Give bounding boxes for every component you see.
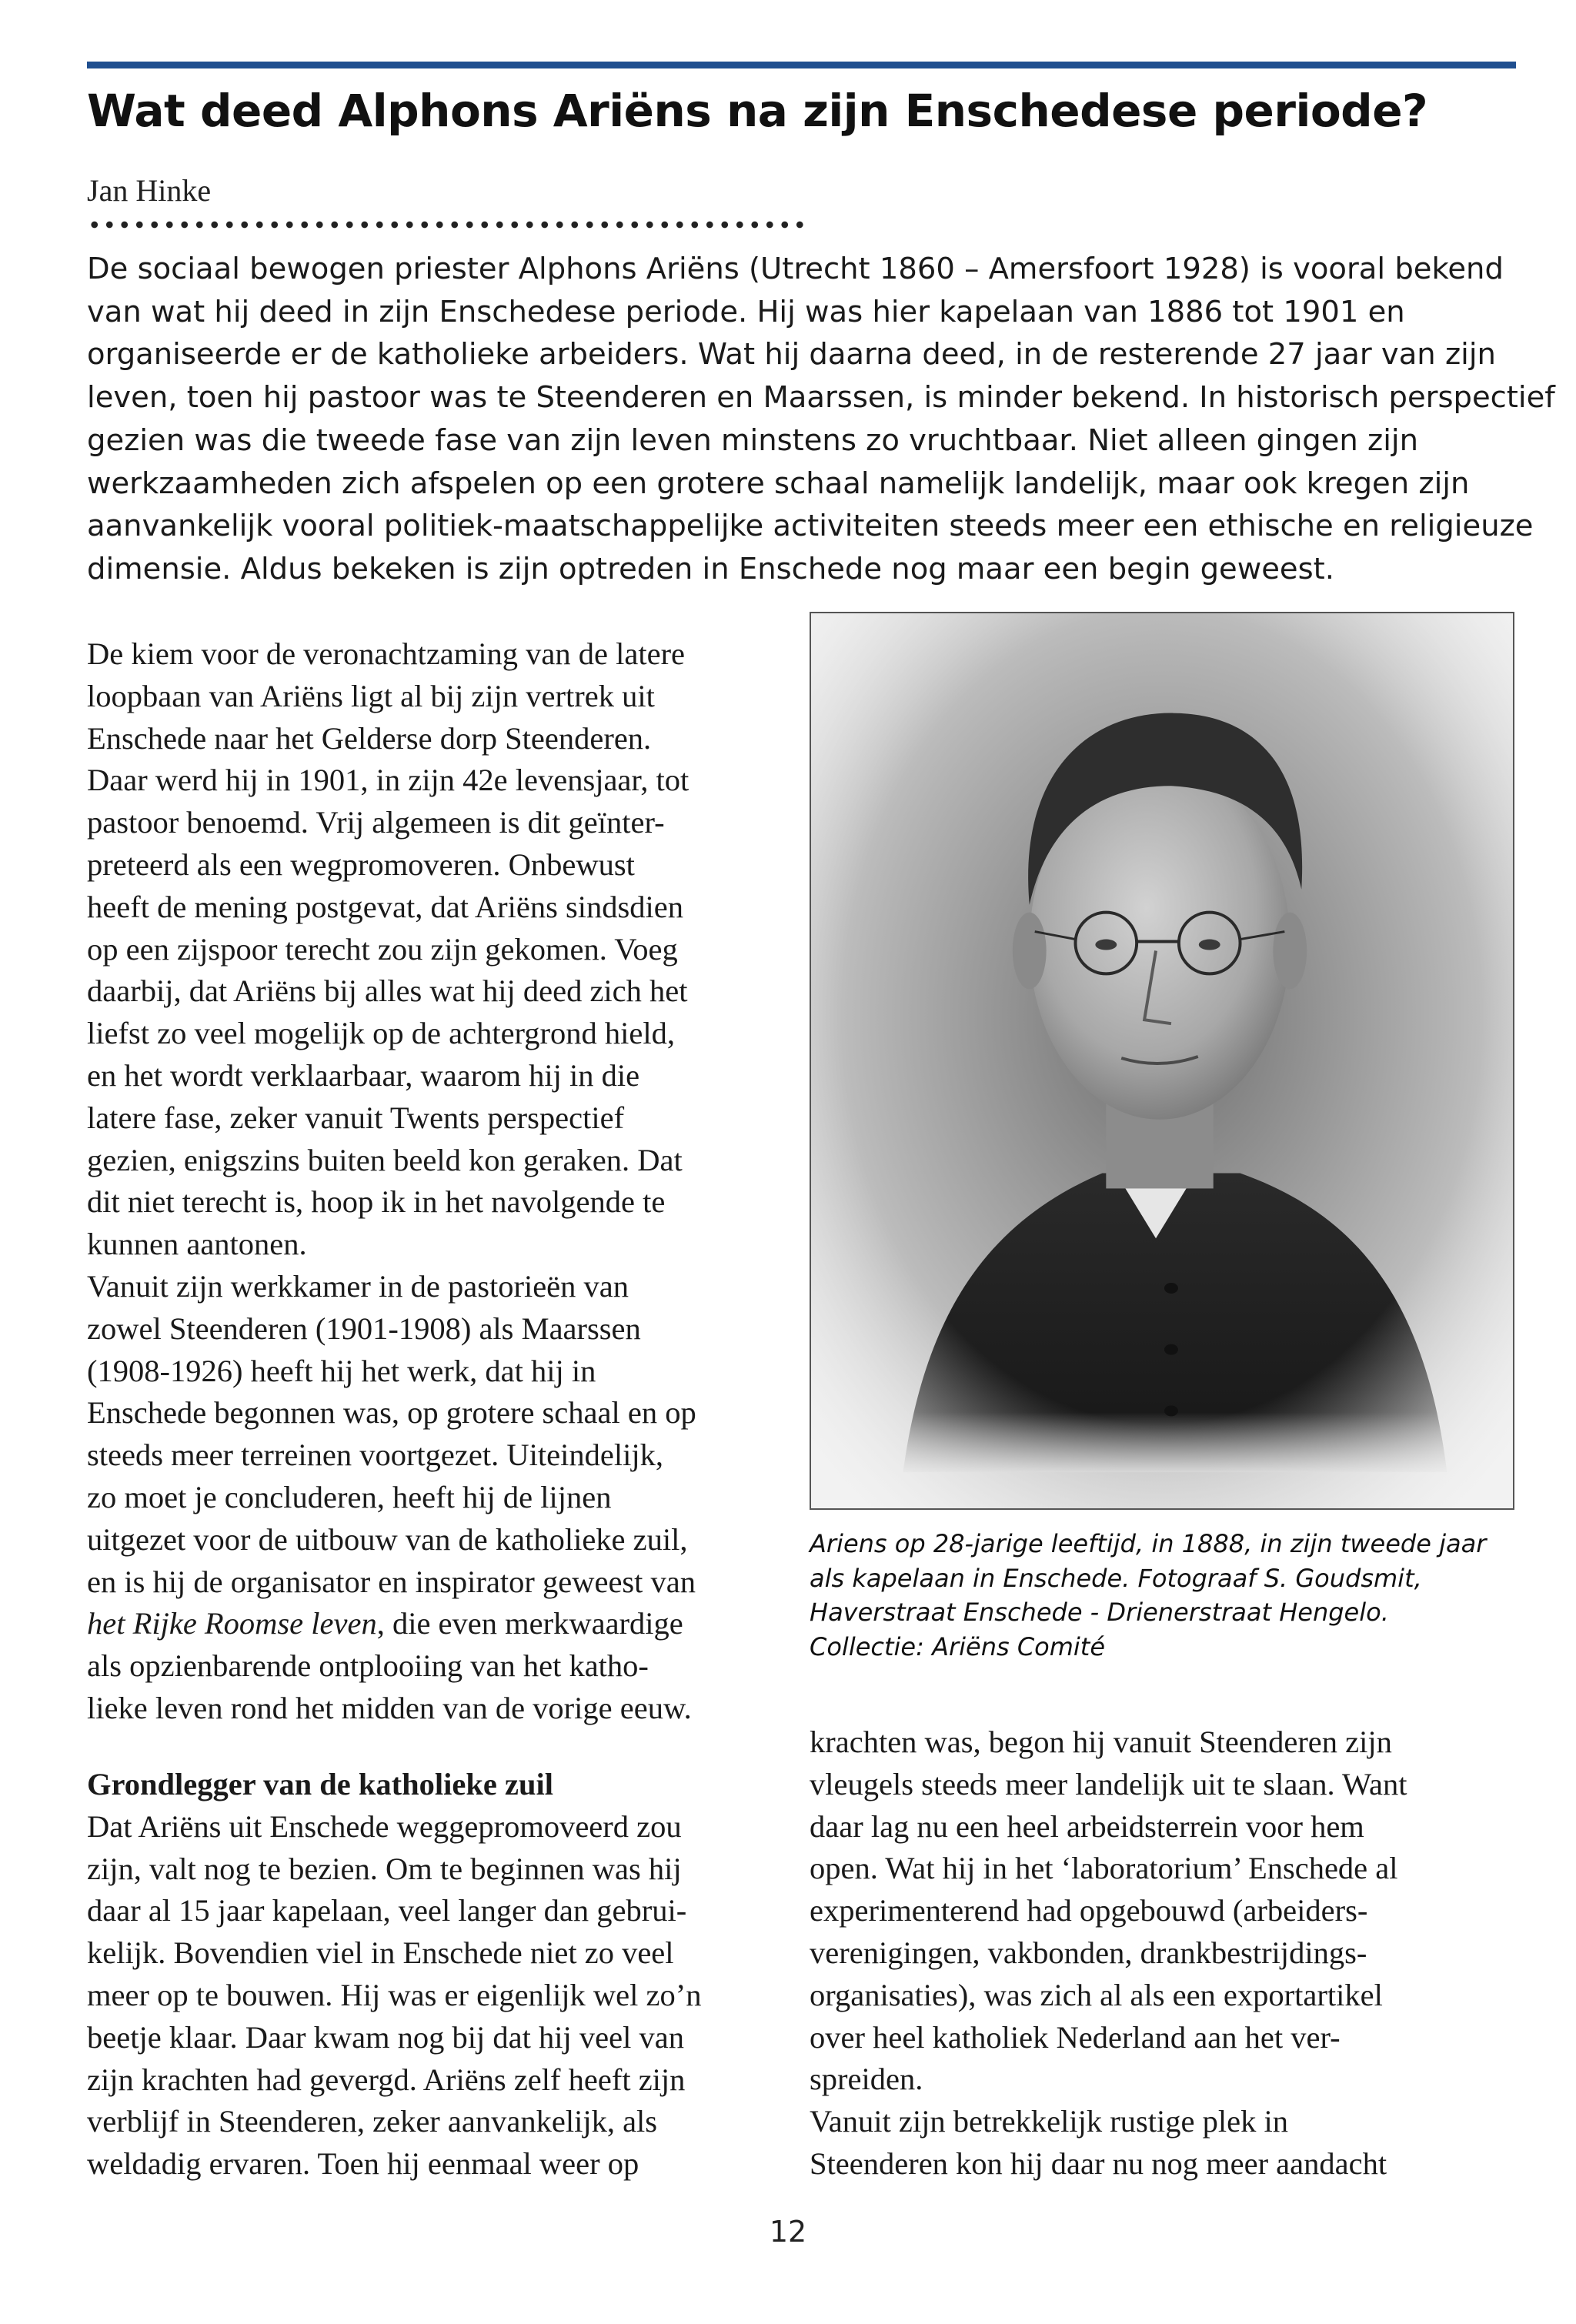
left-column-section <box>87 1764 780 2185</box>
body-line: verenigingen, vakbonden, drankbestrijdings- <box>810 1935 1367 1970</box>
page-number: 12 <box>769 2215 807 2249</box>
author-name: Jan Hinke <box>87 173 212 208</box>
body-line: vleugels steeds meer landelijk uit te slaan. Want <box>810 1766 1407 1801</box>
right-column-body <box>810 1721 1518 2185</box>
intro-line: dimensie. Aldus bekeken is zijn optreden in Enschede nog maar een begin geweest. <box>87 551 1334 586</box>
body-line: dit niet terecht is, hoop ik in het navolgende te <box>87 1184 666 1220</box>
body-line: zijn, valt nog te bezien. Om te beginnen was hij <box>87 1851 682 1886</box>
body-line: zo moet je concluderen, heeft hij de lijnen <box>87 1479 612 1514</box>
intro-line: organiseerde er de katholieke arbeiders. Wat hij daarna deed, in de resterende 27 jaar van zijn <box>87 337 1496 372</box>
body-line: zowel Steenderen (1901-1908) als Maarssen <box>87 1311 641 1346</box>
body-line: Dat Ariëns uit Enschede weggepromoveerd zou <box>87 1808 682 1844</box>
body-line: Enschede begonnen was, op grotere schaal en op <box>87 1395 696 1431</box>
dotted-separator <box>87 219 810 231</box>
body-line: meer op te bouwen. Hij was er eigenlijk wel zo’n <box>87 1977 702 2012</box>
intro-line: aanvankelijk vooral politiek-maatschappelijke activiteiten steeds meer een ethische en religieuze <box>87 509 1534 544</box>
body-line: beetje klaar. Daar kwam nog bij dat hij veel van <box>87 2019 684 2055</box>
body-line: krachten was, begon hij vanuit Steenderen zijn <box>810 1725 1392 1759</box>
body-line-with-italic <box>87 1603 780 1645</box>
italic-phrase: het Rijke Roomse leven <box>87 1606 377 1641</box>
body-line: liefst zo veel mogelijk op de achtergrond hield, <box>87 1016 676 1051</box>
body-line: (1908-1926) heeft hij het werk, dat hij in <box>87 1353 596 1388</box>
body-line: en is hij de organisator en inspirator geweest van <box>87 1564 696 1599</box>
body-line: daarbij, dat Ariëns bij alles wat hij deed zich het <box>87 973 688 1009</box>
body-line: als opzienbarende ontplooiing van het katho- <box>87 1648 649 1684</box>
caption-line: Haverstraat Enschede - Drienerstraat Hengelo. <box>810 1598 1389 1627</box>
body-line: en het wordt verklaarbaar, waarom hij in die <box>87 1057 640 1093</box>
body-line: weldadig ervaren. Toen hij eenmaal weer op <box>87 2146 639 2182</box>
body-line: spreiden. <box>810 2062 923 2097</box>
intro-line: De sociaal bewogen priester Alphons Ariëns (Utrecht 1860 – Amersfoort 1928) is vooral bekend <box>87 252 1504 286</box>
body-line: daar lag nu een heel arbeidsterrein voor hem <box>810 1808 1364 1844</box>
body-line: latere fase, zeker vanuit Twents perspectief <box>87 1100 625 1135</box>
body-line: Vanuit zijn werkkamer in de pastorieën van <box>87 1268 629 1304</box>
caption-line: Collectie: Ariëns Comité <box>810 1631 1106 1661</box>
body-line: preteerd als een wegpromoveren. Onbewust <box>87 846 635 882</box>
body-line: Steenderen kon hij daar nu nog meer aandacht <box>810 2145 1387 2181</box>
body-line: op een zijspoor terecht zou zijn gekomen. Voeg <box>87 931 678 967</box>
body-line: pastoor benoemd. Vrij algemeen is dit geïnter- <box>87 805 665 840</box>
top-rule <box>87 62 1516 68</box>
body-line: kunnen aantonen. <box>87 1227 307 1262</box>
body-line: over heel katholiek Nederland aan het ver- <box>810 2019 1341 2055</box>
caption-line: als kapelaan in Enschede. Fotograaf S. Goudsmit, <box>810 1563 1422 1593</box>
intro-line: gezien was die tweede fase van zijn leven minstens zo vruchtbaar. Niet alleen gingen zijn <box>87 422 1419 458</box>
body-line-tail: , die even merkwaardige <box>376 1606 683 1641</box>
intro-paragraph <box>87 248 1555 591</box>
portrait-photo <box>810 612 1514 1510</box>
body-line: Enschede naar het Gelderse dorp Steenderen. <box>87 720 652 756</box>
body-line: steeds meer terreinen voortgezet. Uiteindelijk, <box>87 1437 663 1473</box>
body-line: uitgezet voor de uitbouw van de katholieke zuil, <box>87 1521 688 1557</box>
body-line: organisaties), was zich al als een exportartikel <box>810 1977 1383 2012</box>
body-line: experimenterend had opgebouwd (arbeiders- <box>810 1893 1368 1928</box>
portrait-illustration <box>811 613 1513 1508</box>
body-line: gezien, enigszins buiten beeld kon geraken. Dat <box>87 1142 683 1177</box>
photo-caption <box>810 1527 1518 1664</box>
body-line: De kiem voor de veronachtzaming van de latere <box>87 636 686 671</box>
body-line: loopbaan van Ariëns ligt al bij zijn vertrek uit <box>87 678 655 713</box>
left-column-body <box>87 633 780 1730</box>
section-subheading: Grondlegger van de katholieke zuil <box>87 1767 554 1801</box>
intro-line: werkzaamheden zich afspelen op een grotere schaal namelijk landelijk, maar ook kregen zijn <box>87 466 1470 501</box>
article-title: Wat deed Alphons Ariëns na zijn Enschedese periode? <box>87 85 1428 137</box>
body-line: heeft de mening postgevat, dat Ariëns sindsdien <box>87 889 683 924</box>
body-line: zijn krachten had gevergd. Ariëns zelf heeft zijn <box>87 2062 686 2097</box>
caption-line: Ariens op 28-jarige leeftijd, in 1888, in zijn tweede jaar <box>810 1529 1487 1558</box>
intro-line: leven, toen hij pastoor was te Steenderen en Maarssen, is minder bekend. In historisch perspectief <box>87 380 1555 416</box>
body-line: Vanuit zijn betrekkelijk rustige plek in <box>810 2104 1288 2139</box>
body-line: daar al 15 jaar kapelaan, veel langer dan gebrui- <box>87 1893 687 1928</box>
body-line: open. Wat hij in het ‘laboratorium’ Enschede al <box>810 1851 1398 1886</box>
intro-line: van wat hij deed in zijn Enschedese periode. Hij was hier kapelaan van 1886 tot 1901 en <box>87 294 1405 329</box>
body-line: lieke leven rond het midden van de vorige eeuw. <box>87 1690 692 1725</box>
body-line: Daar werd hij in 1901, in zijn 42e levensjaar, tot <box>87 763 690 798</box>
body-line: kelijk. Bovendien viel in Enschede niet zo veel <box>87 1935 674 1971</box>
body-line: verblijf in Steenderen, zeker aanvankelijk, als <box>87 2104 658 2139</box>
